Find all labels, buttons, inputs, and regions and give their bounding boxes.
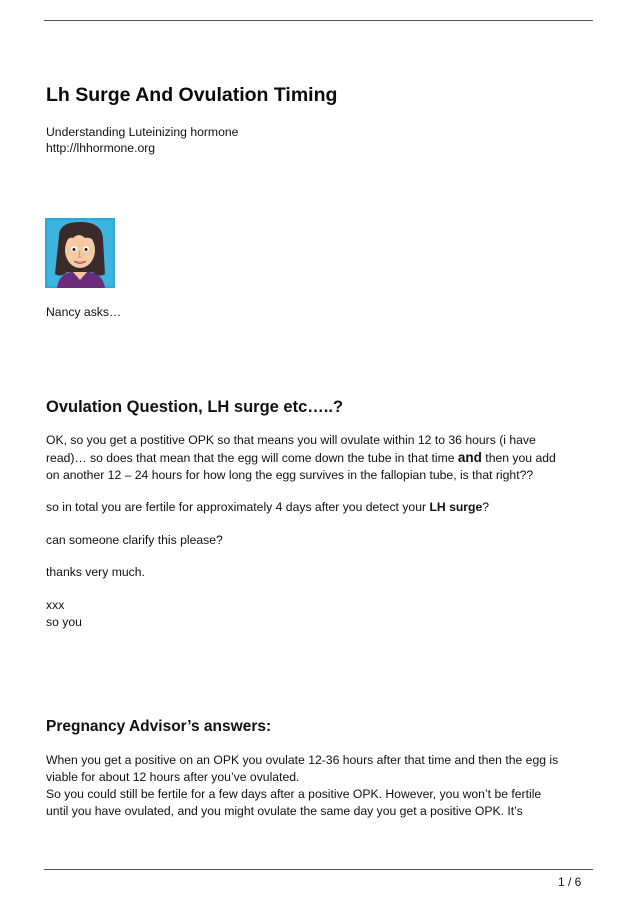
site-subtitle: Understanding Luteinizing hormone — [46, 125, 239, 139]
question-paragraph-4: thanks very much. — [46, 565, 145, 579]
site-url[interactable]: http://lhhormone.org — [46, 141, 156, 155]
answer-line: When you get a positive on an OPK you ovulate 12-36 hours after that time and then the egg is — [46, 753, 559, 767]
answer-paragraph — [46, 752, 596, 820]
page-number: 1 / 6 — [558, 875, 582, 889]
question-paragraph-5 — [46, 597, 596, 631]
question-paragraph-1 — [46, 432, 596, 484]
question-line: on another 12 – 24 hours for how long the egg survives in the fallopian tube, is that right?? — [46, 468, 534, 482]
emphasis-and: and — [457, 450, 482, 465]
footer-rule — [44, 869, 593, 870]
answer-line: until you have ovulated, and you might ovulate the same day you get a positive OPK. It’s — [46, 804, 523, 818]
question-line: read)… so does that mean that the egg will come down the tube in that time and then you add — [46, 450, 556, 465]
lh-surge-link[interactable]: LH surge — [429, 500, 483, 514]
answer-heading: Pregnancy Advisor’s answers: — [46, 718, 272, 735]
question-paragraph-3: can someone clarify this please? — [46, 533, 223, 547]
page-title: Lh Surge And Ovulation Timing — [46, 84, 338, 106]
question-paragraph-2: so in total you are fertile for approximately 4 days after you detect your LH surge? — [46, 500, 490, 514]
answer-line: viable for about 12 hours after you’ve ovulated. — [46, 770, 300, 784]
avatar — [45, 218, 115, 288]
question-line: xxx — [46, 598, 65, 612]
header-rule — [44, 20, 593, 21]
asker-label: Nancy asks… — [46, 305, 122, 319]
answer-line: So you could still be fertile for a few days after a positive OPK. However, you won’t be fertile — [46, 787, 542, 801]
question-line: OK, so you get a postitive OPK so that means you will ovulate within 12 to 36 hours (i have — [46, 433, 536, 447]
question-heading: Ovulation Question, LH surge etc…..? — [46, 398, 344, 416]
site-info — [46, 124, 238, 156]
question-line: so you — [46, 615, 82, 629]
